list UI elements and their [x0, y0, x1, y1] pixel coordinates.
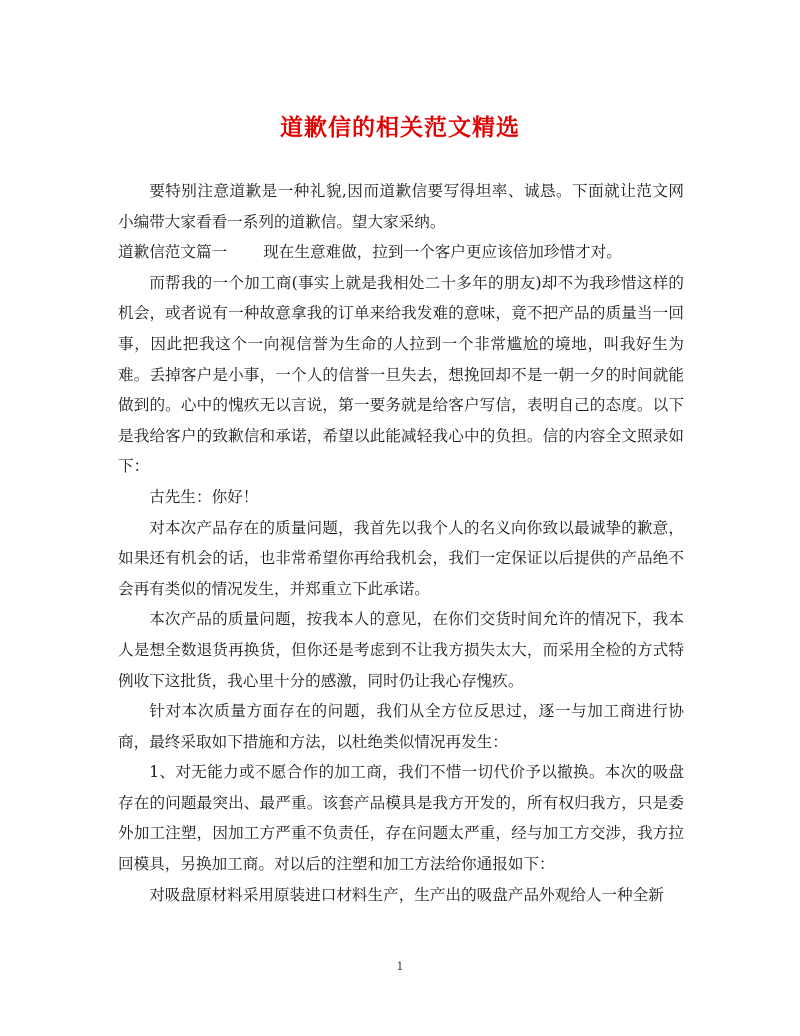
body-paragraph: 1、对无能力或不愿合作的加工商，我们不惜一切代价予以撤换。本次的吸盘存在的问题最突出、最严重。该套产品模具是我方开发的，所有权归我方，只是委外加工注塑，因加工方严重不负责任，存在问题太严重，经与加工方交涉，我方拉回模具，另换加工商。对以后的注塑和加工方法给你通报如下： [118, 763, 684, 874]
section-heading-line [118, 237, 684, 268]
body-paragraph: 针对本次质量方面存在的问题，我们从全方位反思过，逐一与加工商进行协商，最终采取如下措施和方法，以杜绝类似情况再发生： [118, 702, 684, 751]
body-paragraph: 而帮我的一个加工商(事实上就是我相处二十多年的朋友)却不为我珍惜这样的机会，或者说有一种故意拿我的订单来给我发难的意味，竟不把产品的质量当一回事，因此把我这个一向视信誉为生命的人拉到一个非常尴尬的境地，叫我好生为难。丢掉客户是小事，一个人的信誉一旦失去，想挽回却不是一朝一夕的时间就能做到的。心中的愧疚无以言说，第一要务就是给客户写信，表明自己的态度。以下是我给客户的致歉信和承诺，希望以此能减轻我心中的负担。信的内容全文照录如下： [118, 273, 684, 476]
page-number: 1 [396, 960, 404, 973]
intro-paragraph: 要特别注意道歉是一种礼貌,因而道歉信要写得坦率、诚恳。下面就让范文网小编带大家看看一系列的道歉信。望大家采纳。 [118, 182, 684, 231]
salutation: 古先生：你好！ [149, 487, 259, 506]
body-paragraph: 对吸盘原材料采用原装进口材料生产，生产出的吸盘产品外观给人一种全新 [149, 885, 664, 904]
document-body [118, 176, 684, 910]
body-paragraph: 对本次产品存在的质量问题，我首先以我个人的名义向你致以最诚挚的歉意，如果还有机会的话，也非常希望你再给我机会，我们一定保证以后提供的产品绝不会再有类似的情况发生，并郑重立下此承诺。 [118, 518, 684, 598]
body-paragraph: 本次产品的质量问题，按我本人的意见，在你们交货时间允许的情况下，我本人是想全数退货再换货，但你还是考虑到不让我方损失太大，而采用全检的方式特例收下这批货，我心里十分的感激，同时仍让我心存愧疚。 [118, 610, 684, 690]
document-title: 道歉信的相关范文精选 [280, 114, 520, 141]
section-first-sentence: 现在生意难做，拉到一个客户更应该倍加珍惜才对。 [263, 243, 622, 262]
section-label: 道歉信范文篇一 [118, 243, 228, 262]
